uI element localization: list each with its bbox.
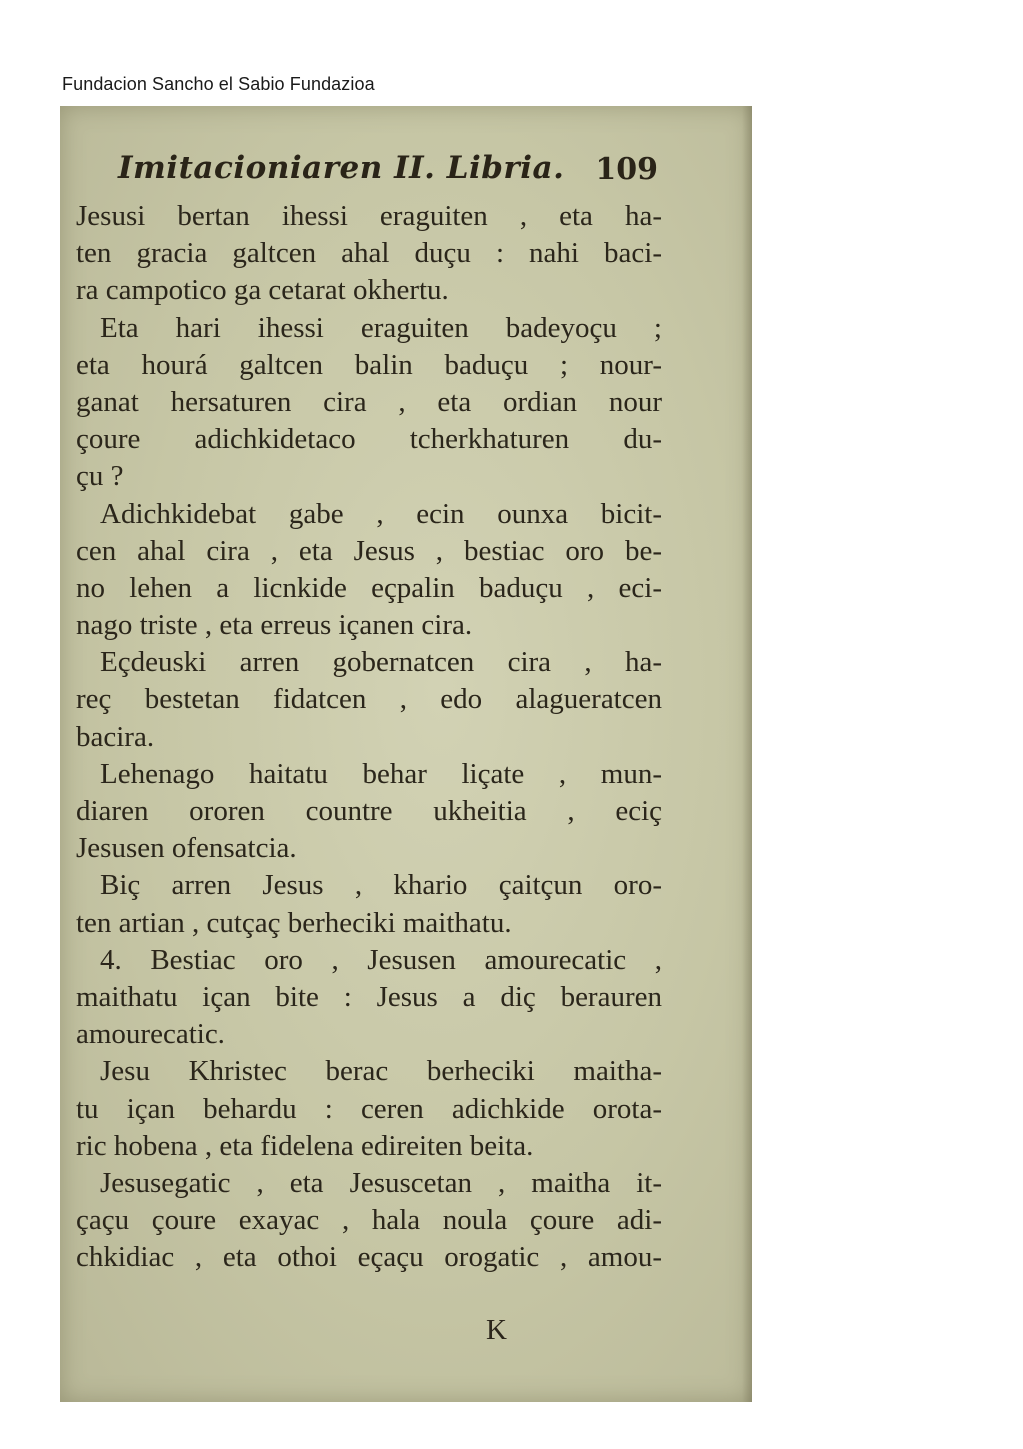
text-line: ten artian , cutçaç berheciki maithatu. xyxy=(76,906,512,939)
text-line: tu içan behardu : ceren adichkide orota- xyxy=(76,1092,662,1125)
text-line: Biç arren Jesus , khario çaitçun oro- xyxy=(100,869,662,902)
text-line: ten gracia galtcen ahal duçu : nahi baci- xyxy=(76,237,662,270)
text-line: cen ahal cira , eta Jesus , bestiac oro be- xyxy=(76,534,662,567)
text-line: Jesusi bertan ihessi eraguiten , eta ha- xyxy=(76,200,662,232)
text-line: ric hobena , eta fidelena edireiten beita. xyxy=(76,1129,534,1162)
page-number: 109 xyxy=(595,152,658,187)
text-line: Adichkidebat gabe , ecin ounxa bicit- xyxy=(100,497,662,530)
text-line: 4. Bestiac oro , Jesusen amourecatic , xyxy=(100,943,662,976)
scanned-page xyxy=(60,106,752,1402)
text-line: çoure adichkidetaco tcherkhaturen du- xyxy=(76,423,662,456)
text-line: çaçu çoure exayac , hala noula çoure adi- xyxy=(76,1204,662,1237)
site-header: Fundacion Sancho el Sabio Fundazioa xyxy=(62,74,375,94)
text-line: Lehenago haitatu behar liçate , mun- xyxy=(100,757,662,790)
text-line: çu ? xyxy=(76,460,124,493)
text-line: ganat hersaturen cira , eta ordian nour xyxy=(76,385,662,418)
body-text xyxy=(76,198,662,1276)
text-line: Eçdeuski arren gobernatcen cira , ha- xyxy=(100,646,662,679)
text-line: maithatu içan bite : Jesus a diç berauren xyxy=(76,980,662,1013)
text-line: nago triste , eta erreus içanen cira. xyxy=(76,609,473,642)
text-line: ra campotico ga cetarat okhertu. xyxy=(76,274,449,307)
text-line: Jesusegatic , eta Jesuscetan , maitha it- xyxy=(100,1166,662,1199)
text-line: Jesusen ofensatcia. xyxy=(76,832,297,865)
text-line: chkidiac , eta othoi eçaçu orogatic , amou- xyxy=(76,1241,662,1274)
page-header xyxy=(118,150,658,192)
text-line: Jesu Khristec berac berheciki maitha- xyxy=(100,1055,662,1088)
text-line: no lehen a licnkide eçpalin baduçu , eci- xyxy=(76,571,662,604)
running-title: Imitacioniaren II. Libria. xyxy=(118,150,565,186)
text-line: reç bestetan fidatcen , edo alagueratcen xyxy=(76,683,662,716)
text-line: diaren ororen countre ukheitia , eciç xyxy=(76,795,662,827)
signature-mark: K xyxy=(486,1314,507,1346)
text-line: Eta hari ihessi eraguiten badeyoçu ; xyxy=(100,311,662,344)
text-line: eta hourá galtcen balin baduçu ; nour- xyxy=(76,348,662,381)
text-line: amourecatic. xyxy=(76,1018,225,1051)
text-line: bacira. xyxy=(76,720,155,753)
